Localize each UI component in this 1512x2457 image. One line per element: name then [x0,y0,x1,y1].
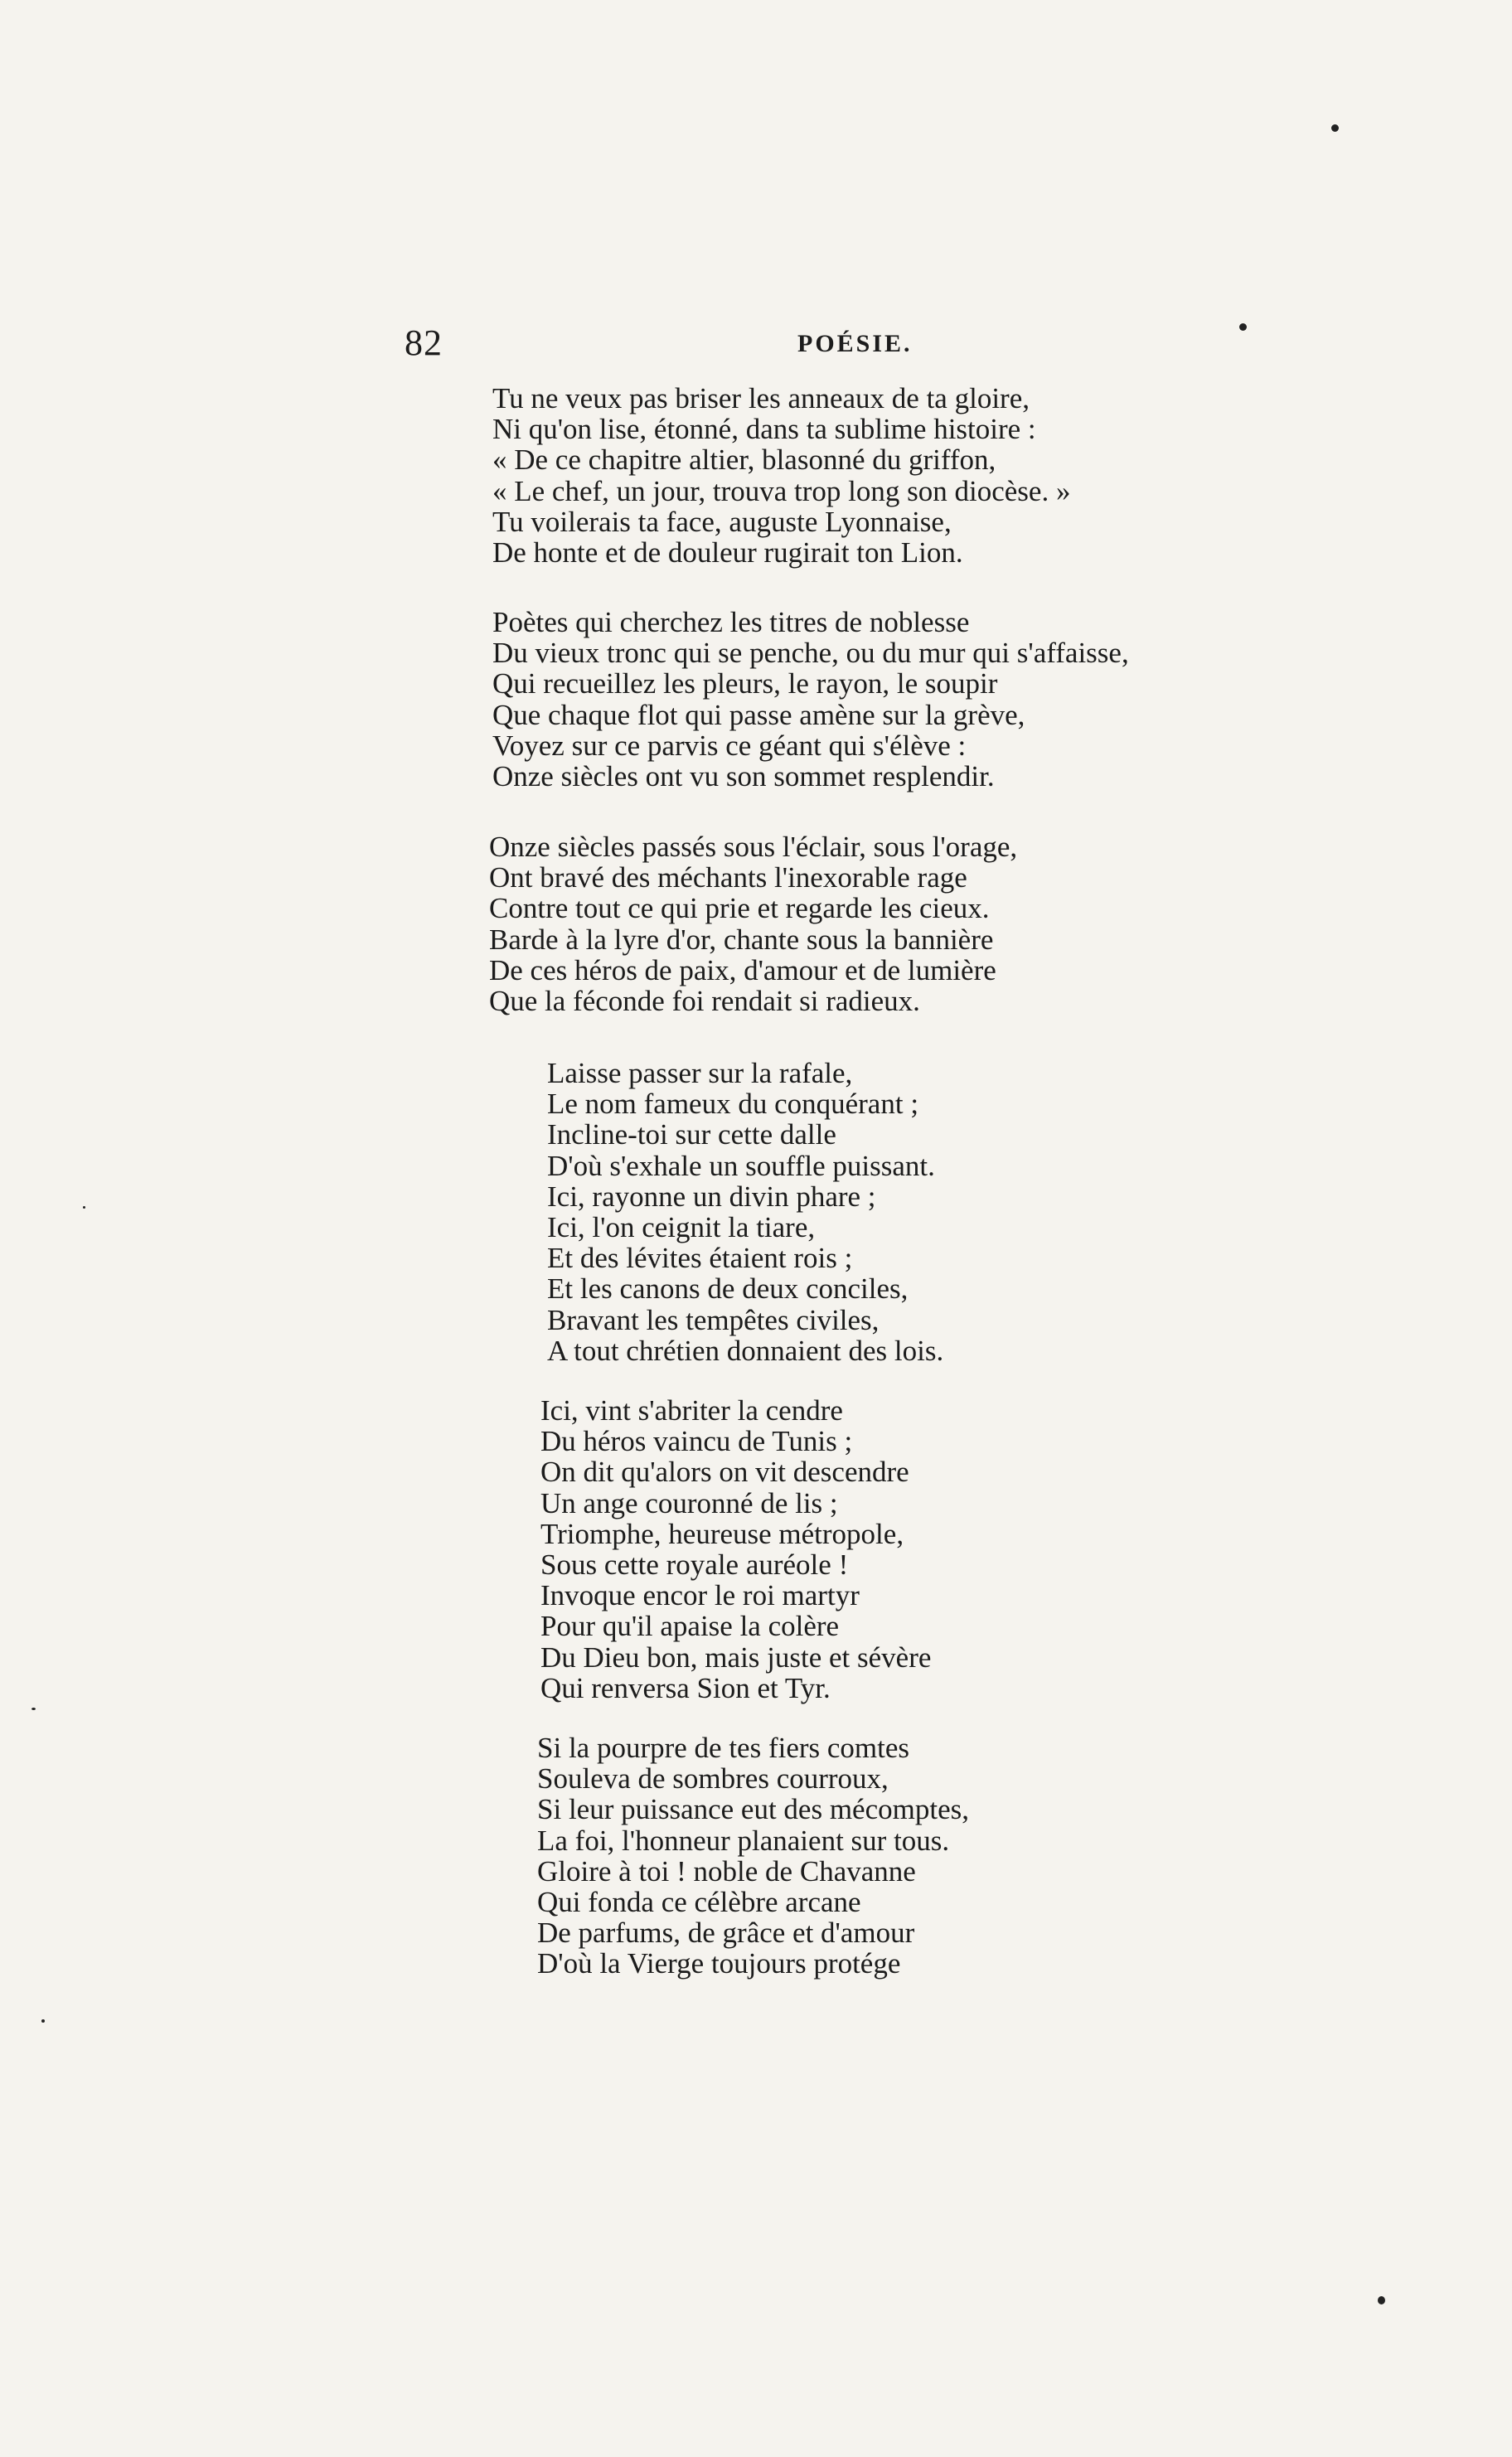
verse-line: Invoque encor le roi martyr [540,1579,860,1612]
verse-line: Souleva de sombres courroux, [537,1762,889,1796]
scan-speck [32,1708,36,1710]
verse-line: Si leur puissance eut des mécomptes, [537,1793,969,1826]
verse-line: Onze siècles ont vu son sommet resplendir. [492,759,995,792]
running-head: POÉSIE. [797,330,913,357]
verse-line: De honte et de douleur rugirait ton Lion. [492,536,963,569]
verse-line: Ont bravé des méchants l'inexorable rage [489,861,967,894]
verse-line: De ces héros de paix, d'amour et de lumière [489,953,996,986]
verse-line: Et des lévites étaient rois ; [547,1242,853,1275]
stanza-1 [492,383,1070,568]
verse-line: Gloire à toi ! noble de Chavanne [537,1854,916,1888]
verse-line: Sous cette royale auréole ! [540,1548,849,1581]
verse-line: On dit qu'alors on vit descendre [540,1456,909,1489]
verse-line: Tu voilerais ta face, auguste Lyonnaise, [492,505,952,538]
verse-line: Qui recueillez les pleurs, le rayon, le soupir [492,667,998,700]
verse-line: Du héros vaincu de Tunis ; [540,1425,853,1458]
verse-line: Incline-toi sur cette dalle [547,1118,836,1151]
verse-line: Pour qu'il apaise la colère [540,1610,840,1643]
verse-line: Qui renversa Sion et Tyr. [540,1671,831,1704]
verse-line: D'où s'exhale un souffle puissant. [547,1149,935,1182]
verse-line: Qui fonda ce célèbre arcane [537,1885,861,1918]
verse-line: La foi, l'honneur planaient sur tous. [537,1824,950,1857]
scan-speck [41,2019,45,2023]
scan-speck [1331,124,1339,132]
verse-line: Onze siècles passés sous l'éclair, sous l'orage, [489,831,1018,863]
scan-speck [1378,2296,1385,2304]
verse-line: Ici, l'on ceignit la tiare, [547,1210,816,1243]
verse-line: Du vieux tronc qui se penche, ou du mur qui s'affaisse, [492,637,1129,670]
verse-line: Voyez sur ce parvis ce géant qui s'élève : [492,729,967,762]
verse-line: Et les canons de deux conciles, [547,1272,909,1306]
verse-line: Le nom fameux du conquérant ; [547,1088,919,1121]
verse-line: Ici, rayonne un divin phare ; [547,1180,876,1213]
stanza-2 [492,607,1129,792]
verse-line: Poètes qui cherchez les titres de noblesse [492,606,970,638]
verse-line: De parfums, de grâce et d'amour [537,1917,915,1950]
verse-line: « Le chef, un jour, trouva trop long son diocèse. » [492,474,1071,507]
verse-line: A tout chrétien donnaient des lois. [547,1334,944,1367]
scan-speck [83,1206,85,1209]
verse-line: Si la pourpre de tes fiers comtes [537,1732,910,1764]
verse-line: Que la féconde foi rendait si radieux. [489,984,920,1017]
verse-line: Laisse passer sur la rafale, [547,1057,853,1089]
page-number: 82 [405,322,443,363]
verse-line: Que chaque flot qui passe amène sur la grève, [492,698,1025,731]
verse-line: Ni qu'on lise, étonné, dans ta sublime histoire : [492,413,1036,446]
verse-line: Tu ne veux pas briser les anneaux de ta gloire, [492,382,1030,414]
stanza-5 [540,1395,931,1703]
verse-line: Barde à la lyre d'or, chante sous la bannière [489,923,994,956]
verse-line: Un ange couronné de lis ; [540,1486,838,1519]
verse-line: Contre tout ce qui prie et regarde les cieux. [489,892,990,925]
scan-speck [1239,323,1247,331]
verse-line: Bravant les tempêtes civiles, [547,1303,880,1336]
verse-line: Ici, vint s'abriter la cendre [540,1394,843,1427]
stanza-3 [489,831,1017,1016]
verse-line: D'où la Vierge toujours protége [537,1947,901,1980]
verse-line: Triomphe, heureuse métropole, [540,1517,904,1550]
stanza-4 [547,1058,943,1366]
stanza-6 [537,1732,969,1980]
verse-line: « De ce chapitre altier, blasonné du griffon, [492,443,996,477]
verse-line: Du Dieu bon, mais juste et sévère [540,1640,932,1674]
